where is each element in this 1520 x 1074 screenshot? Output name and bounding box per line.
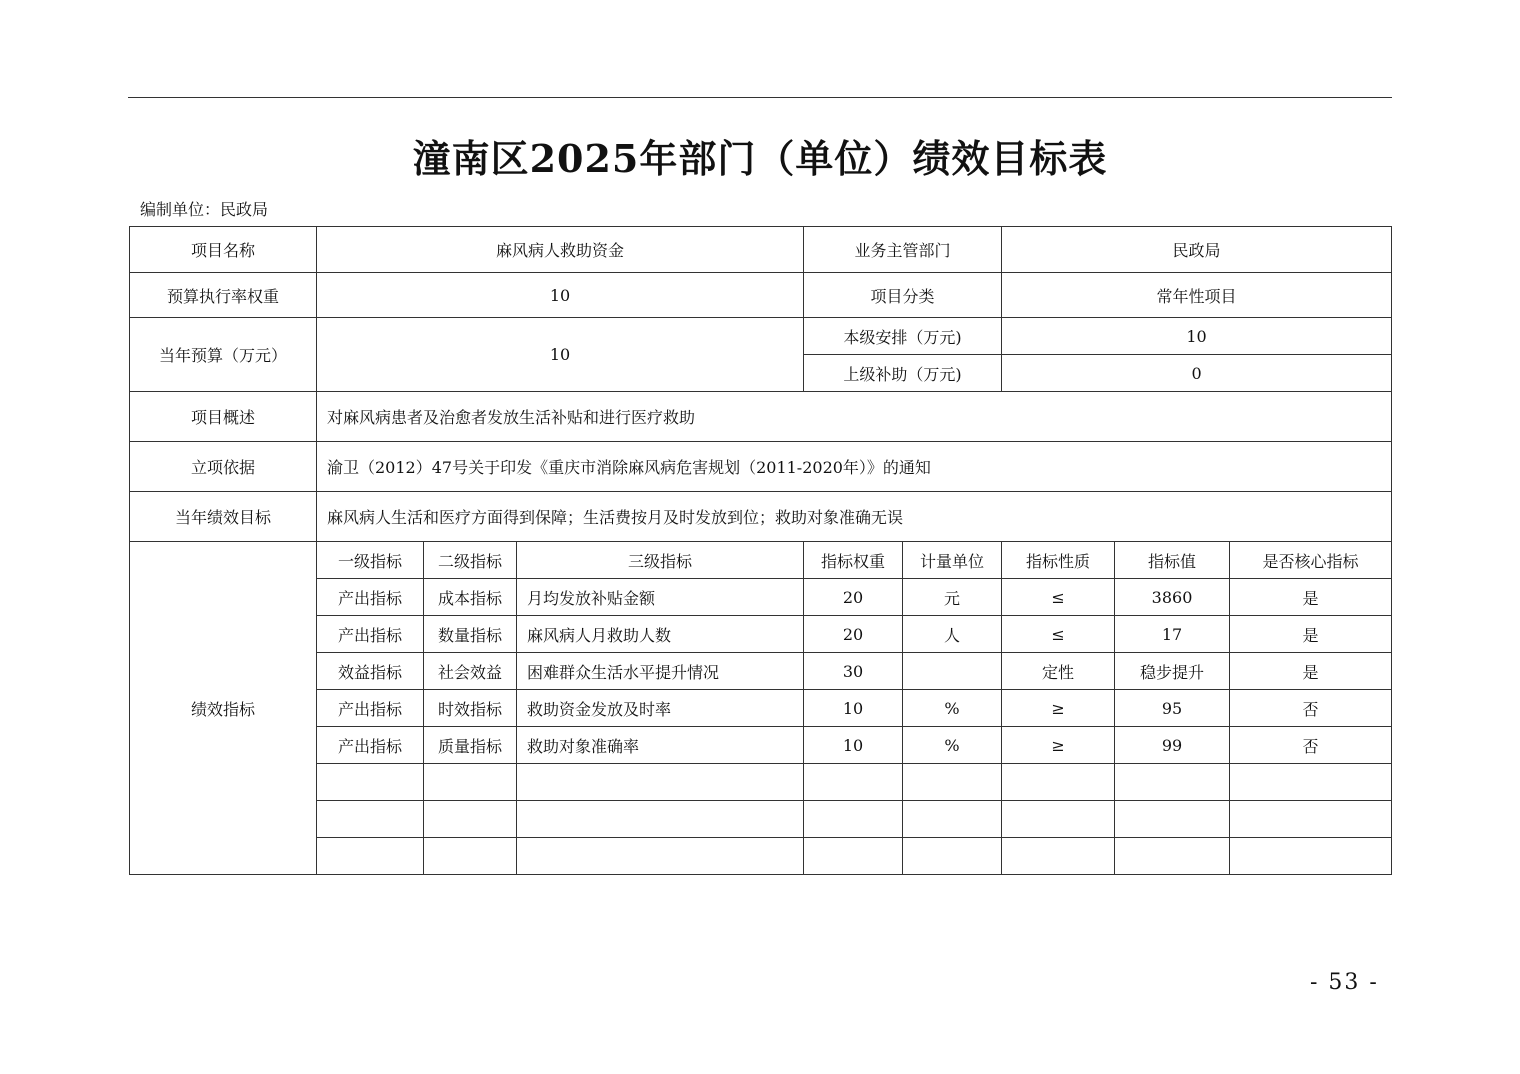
dept: 民政局	[1002, 227, 1392, 273]
nature-cell: ≤	[1002, 616, 1115, 653]
empty-cell	[424, 764, 517, 801]
indicators-label: 绩效指标	[130, 542, 317, 875]
unit-cell: 元	[903, 579, 1002, 616]
empty-cell	[517, 838, 804, 875]
upper: 0	[1002, 355, 1392, 392]
empty-cell	[903, 801, 1002, 838]
core-cell: 是	[1230, 653, 1392, 690]
level1: 效益指标	[317, 653, 424, 690]
level1: 产出指标	[317, 579, 424, 616]
empty-cell	[424, 801, 517, 838]
weight-cell: 10	[804, 690, 903, 727]
unit-cell: %	[903, 727, 1002, 764]
basis-label: 立项依据	[130, 442, 317, 492]
upper-label: 上级补助（万元)	[804, 355, 1002, 392]
nature-cell: ≤	[1002, 579, 1115, 616]
level1: 产出指标	[317, 690, 424, 727]
performance-table	[129, 226, 1392, 875]
header-value: 指标值	[1115, 542, 1230, 579]
unit-cell: 人	[903, 616, 1002, 653]
level3: 救助对象准确率	[517, 727, 804, 764]
project-name-label: 项目名称	[130, 227, 317, 273]
empty-cell	[804, 764, 903, 801]
basis: 渝卫（2012）47号关于印发《重庆市消除麻风病危害规划（2011-2020年）》的通知	[317, 442, 1392, 492]
weight-cell: 10	[804, 727, 903, 764]
level3: 救助资金发放及时率	[517, 690, 804, 727]
empty-cell	[804, 838, 903, 875]
empty-row	[130, 764, 1392, 801]
level2: 时效指标	[424, 690, 517, 727]
header-level3: 三级指标	[517, 542, 804, 579]
local-label: 本级安排（万元)	[804, 318, 1002, 355]
empty-row	[130, 838, 1392, 875]
value-cell: 稳步提升	[1115, 653, 1230, 690]
weight-cell: 20	[804, 579, 903, 616]
compiling-unit: 编制单位：民政局	[140, 200, 269, 219]
dept-label: 业务主管部门	[804, 227, 1002, 273]
core-cell: 否	[1230, 690, 1392, 727]
value-cell: 3860	[1115, 579, 1230, 616]
empty-cell	[1002, 801, 1115, 838]
category: 常年性项目	[1002, 273, 1392, 318]
level3: 困难群众生活水平提升情况	[517, 653, 804, 690]
empty-cell	[1002, 838, 1115, 875]
overview-label: 项目概述	[130, 392, 317, 442]
header-level1: 一级指标	[317, 542, 424, 579]
empty-cell	[903, 838, 1002, 875]
level1: 产出指标	[317, 616, 424, 653]
empty-cell	[317, 838, 424, 875]
table-row	[130, 616, 1392, 653]
header-level2: 二级指标	[424, 542, 517, 579]
category-label: 项目分类	[804, 273, 1002, 318]
page-number: - 53 -	[1310, 970, 1379, 995]
table-row	[130, 690, 1392, 727]
nature-cell: 定性	[1002, 653, 1115, 690]
empty-cell	[517, 764, 804, 801]
nature-cell: ≥	[1002, 690, 1115, 727]
table-row	[130, 579, 1392, 616]
empty-cell	[424, 838, 517, 875]
page-title: 潼南区2025年部门（单位）绩效目标表	[412, 136, 1108, 181]
weight: 10	[317, 273, 804, 318]
weight-cell: 20	[804, 616, 903, 653]
budget: 10	[317, 318, 804, 392]
unit-cell: %	[903, 690, 1002, 727]
local: 10	[1002, 318, 1392, 355]
core-cell: 否	[1230, 727, 1392, 764]
value-cell: 95	[1115, 690, 1230, 727]
empty-cell	[1230, 801, 1392, 838]
empty-cell	[1115, 838, 1230, 875]
header-unit: 计量单位	[903, 542, 1002, 579]
table-row	[130, 653, 1392, 690]
empty-cell	[1115, 801, 1230, 838]
level3: 麻风病人月救助人数	[517, 616, 804, 653]
unit-cell	[903, 653, 1002, 690]
empty-cell	[317, 764, 424, 801]
nature-cell: ≥	[1002, 727, 1115, 764]
table-row	[130, 727, 1392, 764]
overview: 对麻风病患者及治愈者发放生活补贴和进行医疗救助	[317, 392, 1392, 442]
empty-cell	[517, 801, 804, 838]
empty-cell	[1230, 764, 1392, 801]
header-nature: 指标性质	[1002, 542, 1115, 579]
header-core: 是否核心指标	[1230, 542, 1392, 579]
empty-cell	[1230, 838, 1392, 875]
value-cell: 99	[1115, 727, 1230, 764]
level1: 产出指标	[317, 727, 424, 764]
empty-cell	[317, 801, 424, 838]
value-cell: 17	[1115, 616, 1230, 653]
core-cell: 是	[1230, 616, 1392, 653]
weight-label: 预算执行率权重	[130, 273, 317, 318]
level2: 成本指标	[424, 579, 517, 616]
level2: 质量指标	[424, 727, 517, 764]
empty-cell	[804, 801, 903, 838]
empty-cell	[1002, 764, 1115, 801]
goal-label: 当年绩效目标	[130, 492, 317, 542]
project-name: 麻风病人救助资金	[317, 227, 804, 273]
budget-label: 当年预算（万元）	[130, 318, 317, 392]
level2: 社会效益	[424, 653, 517, 690]
weight-cell: 30	[804, 653, 903, 690]
level3: 月均发放补贴金额	[517, 579, 804, 616]
core-cell: 是	[1230, 579, 1392, 616]
empty-cell	[1115, 764, 1230, 801]
level2: 数量指标	[424, 616, 517, 653]
header-weight: 指标权重	[804, 542, 903, 579]
empty-cell	[903, 764, 1002, 801]
top-rule	[128, 97, 1392, 98]
empty-row	[130, 801, 1392, 838]
goal: 麻风病人生活和医疗方面得到保障；生活费按月及时发放到位；救助对象准确无误	[317, 492, 1392, 542]
